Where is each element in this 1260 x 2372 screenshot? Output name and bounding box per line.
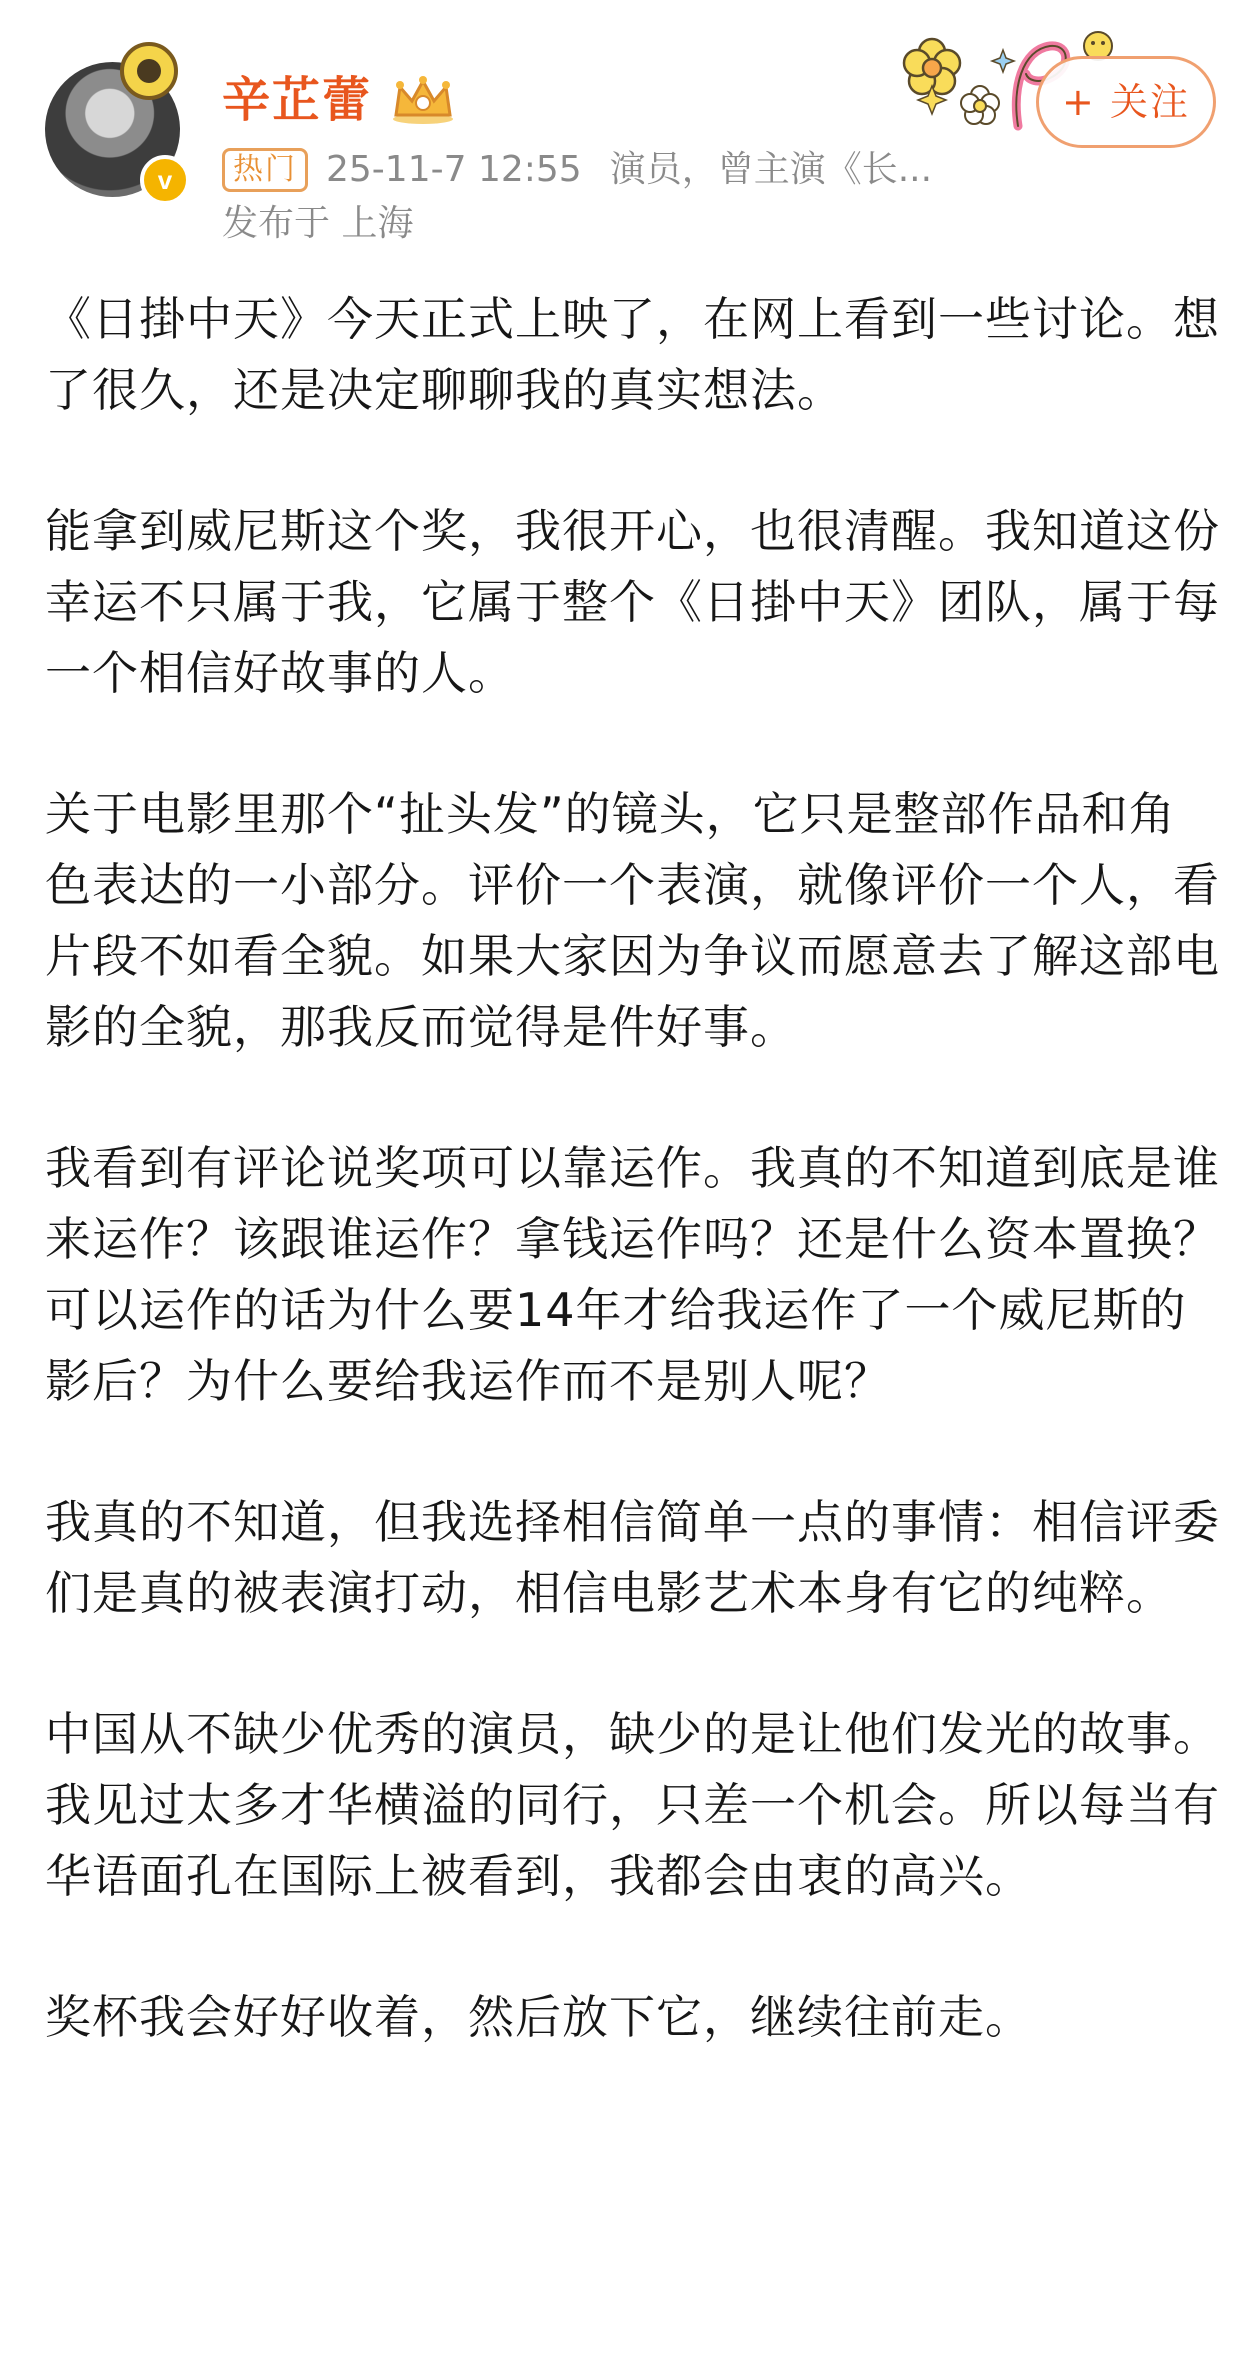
- crown-icon: [390, 75, 456, 125]
- post-paragraph: 能拿到威尼斯这个奖，我很开心，也很清醒。我知道这份幸运不只属于我，它属于整个《日掛中天》团队，属于每一个相信好故事的人。: [45, 504, 1220, 700]
- post-paragraph: 奖杯我会好好收着，然后放下它，继续往前走。: [45, 1990, 1032, 2044]
- post-paragraph: 中国从不缺少优秀的演员，缺少的是让他们发光的故事。我见过太多才华横溢的同行，只差一个机会。所以每当有华语面孔在国际上被看到，我都会由衷的高兴。: [45, 1707, 1220, 1903]
- author-name[interactable]: 辛芷蕾: [222, 72, 373, 128]
- follow-button[interactable]: + 关注: [1036, 56, 1216, 148]
- avatar-decoration-icon: [120, 42, 178, 100]
- post-paragraph: 我看到有评论说奖项可以靠运作。我真的不知道到底是谁来运作？该跟谁运作？拿钱运作吗？还是什么资本置换？可以运作的话为什么要14年才给我运作了一个威尼斯的影后？为什么要给我运作而不是别人呢？: [45, 1141, 1220, 1408]
- post-location: 发布于 上海: [222, 203, 414, 244]
- verified-badge-icon: v: [140, 155, 190, 205]
- post-paragraph: 我真的不知道，但我选择相信简单一点的事情：相信评委们是真的被表演打动，相信电影艺术本身有它的纯粹。: [45, 1495, 1220, 1620]
- post-time: 25-11-7 12:55: [326, 149, 582, 190]
- avatar[interactable]: [45, 62, 180, 197]
- post-meta: [222, 146, 932, 194]
- post-paragraph: 《日掛中天》今天正式上映了，在网上看到一些讨论。想了很久，还是决定聊聊我的真实想法。: [45, 292, 1220, 417]
- author-bio: 演员，曾主演《长...: [609, 149, 933, 190]
- post-paragraph: 关于电影里那个“扯头发”的镜头，它只是整部作品和角色表达的一小部分。评价一个表演，就像评价一个人，看片段不如看全貌。如果大家因为争议而愿意去了解这部电影的全貌，那我反而觉得是件好事。: [45, 787, 1220, 1054]
- hot-badge: 热门: [222, 148, 308, 192]
- post-content: [45, 284, 1220, 2123]
